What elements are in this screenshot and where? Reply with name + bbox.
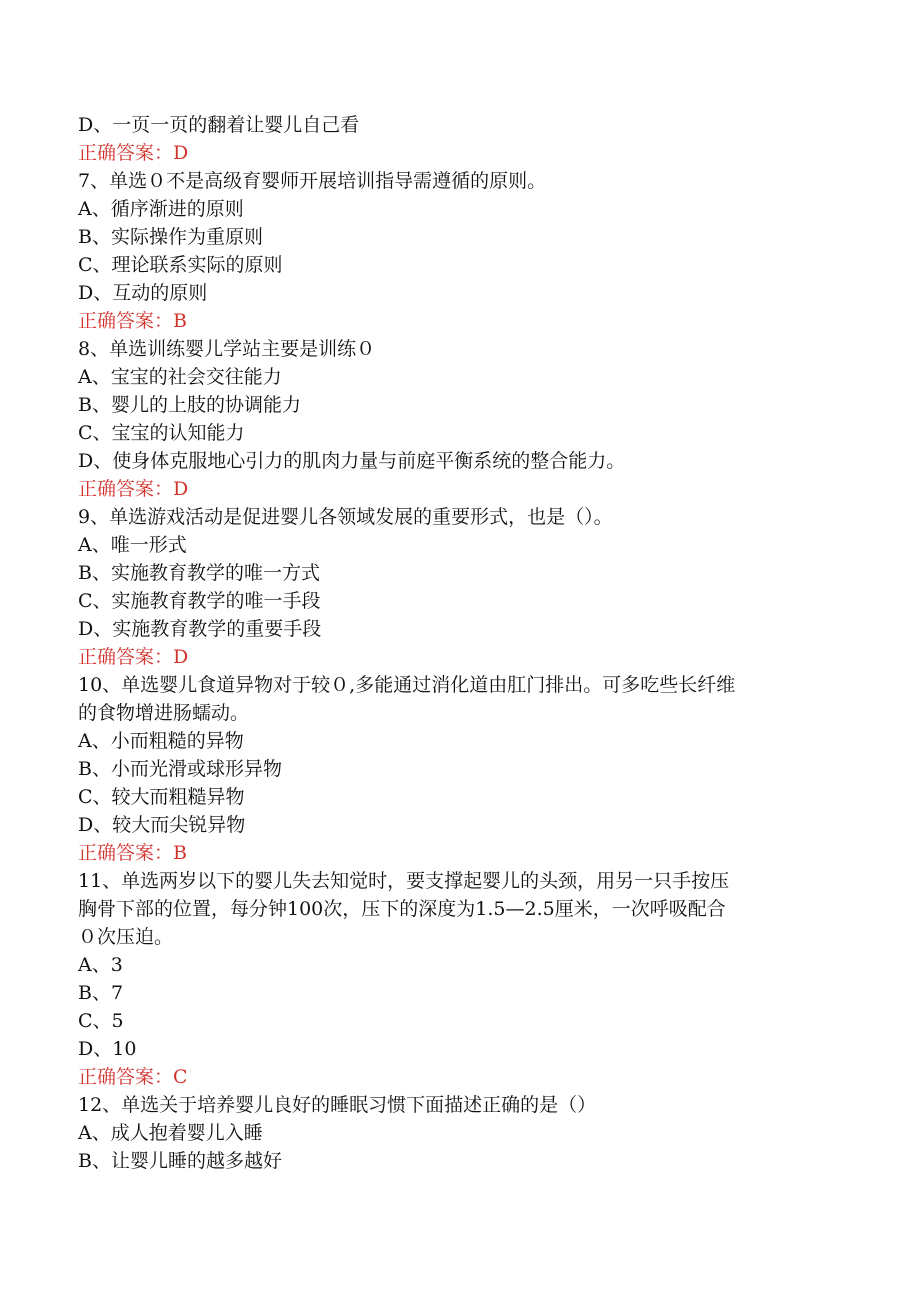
option-text: D、一页一页的翻着让婴儿自己看	[78, 114, 360, 136]
correct-answer: 正确答案：D	[78, 478, 189, 500]
question-text: 10、单选婴儿食道异物对于较０,多能通过消化道由肛门排出。可多吃些长纤维	[78, 674, 736, 696]
option-text: D、10	[78, 1038, 137, 1060]
question-text-continued: 的食物增进肠蠕动。	[78, 702, 250, 724]
option-text: C、5	[78, 1010, 124, 1032]
correct-answer: 正确答案：D	[78, 646, 189, 668]
question-text-continued: ０次压迫。	[78, 926, 174, 948]
option-text: B、婴儿的上肢的协调能力	[78, 394, 301, 416]
question-text: 12、单选关于培养婴儿良好的睡眠习惯下面描述正确的是（）	[78, 1094, 597, 1116]
correct-answer: 正确答案：D	[78, 142, 189, 164]
option-text: B、实施教育教学的唯一方式	[78, 562, 320, 584]
question-text-continued: 胸骨下部的位置，每分钟100次，压下的深度为1.5—2.5厘米，一次呼吸配合	[78, 898, 726, 920]
option-text: C、较大而粗糙异物	[78, 786, 245, 808]
correct-answer: 正确答案：C	[78, 1066, 188, 1088]
option-text: A、小而粗糙的异物	[78, 730, 244, 752]
option-text: C、实施教育教学的唯一手段	[78, 590, 321, 612]
document-page	[78, 111, 878, 1175]
question-text: 11、单选两岁以下的婴儿失去知觉时，要支撑起婴儿的头颈，用另一只手按压	[78, 870, 730, 892]
option-text: D、实施教育教学的重要手段	[78, 618, 322, 640]
option-text: B、7	[78, 982, 124, 1004]
option-text: B、小而光滑或球形异物	[78, 758, 282, 780]
correct-answer: 正确答案：B	[78, 310, 187, 332]
option-text: D、使身体克服地心引力的肌肉力量与前庭平衡系统的整合能力。	[78, 450, 626, 472]
option-text: B、让婴儿睡的越多越好	[78, 1150, 282, 1172]
option-text: A、3	[78, 954, 123, 976]
option-text: A、唯一形式	[78, 534, 187, 556]
option-text: C、宝宝的认知能力	[78, 422, 245, 444]
question-text: 8、单选训练婴儿学站主要是训练０	[78, 338, 376, 360]
option-text: A、循序渐进的原则	[78, 198, 244, 220]
question-text: 9、单选游戏活动是促进婴儿各领域发展的重要形式，也是（）。	[78, 506, 613, 528]
option-text: A、成人抱着婴儿入睡	[78, 1122, 263, 1144]
option-text: D、较大而尖锐异物	[78, 814, 246, 836]
question-text: 7、单选０不是高级育婴师开展培训指导需遵循的原则。	[78, 170, 547, 192]
option-text: A、宝宝的社会交往能力	[78, 366, 282, 388]
option-text: B、实际操作为重原则	[78, 226, 263, 248]
correct-answer: 正确答案：B	[78, 842, 187, 864]
option-text: D、互动的原则	[78, 282, 208, 304]
option-text: C、理论联系实际的原则	[78, 254, 283, 276]
